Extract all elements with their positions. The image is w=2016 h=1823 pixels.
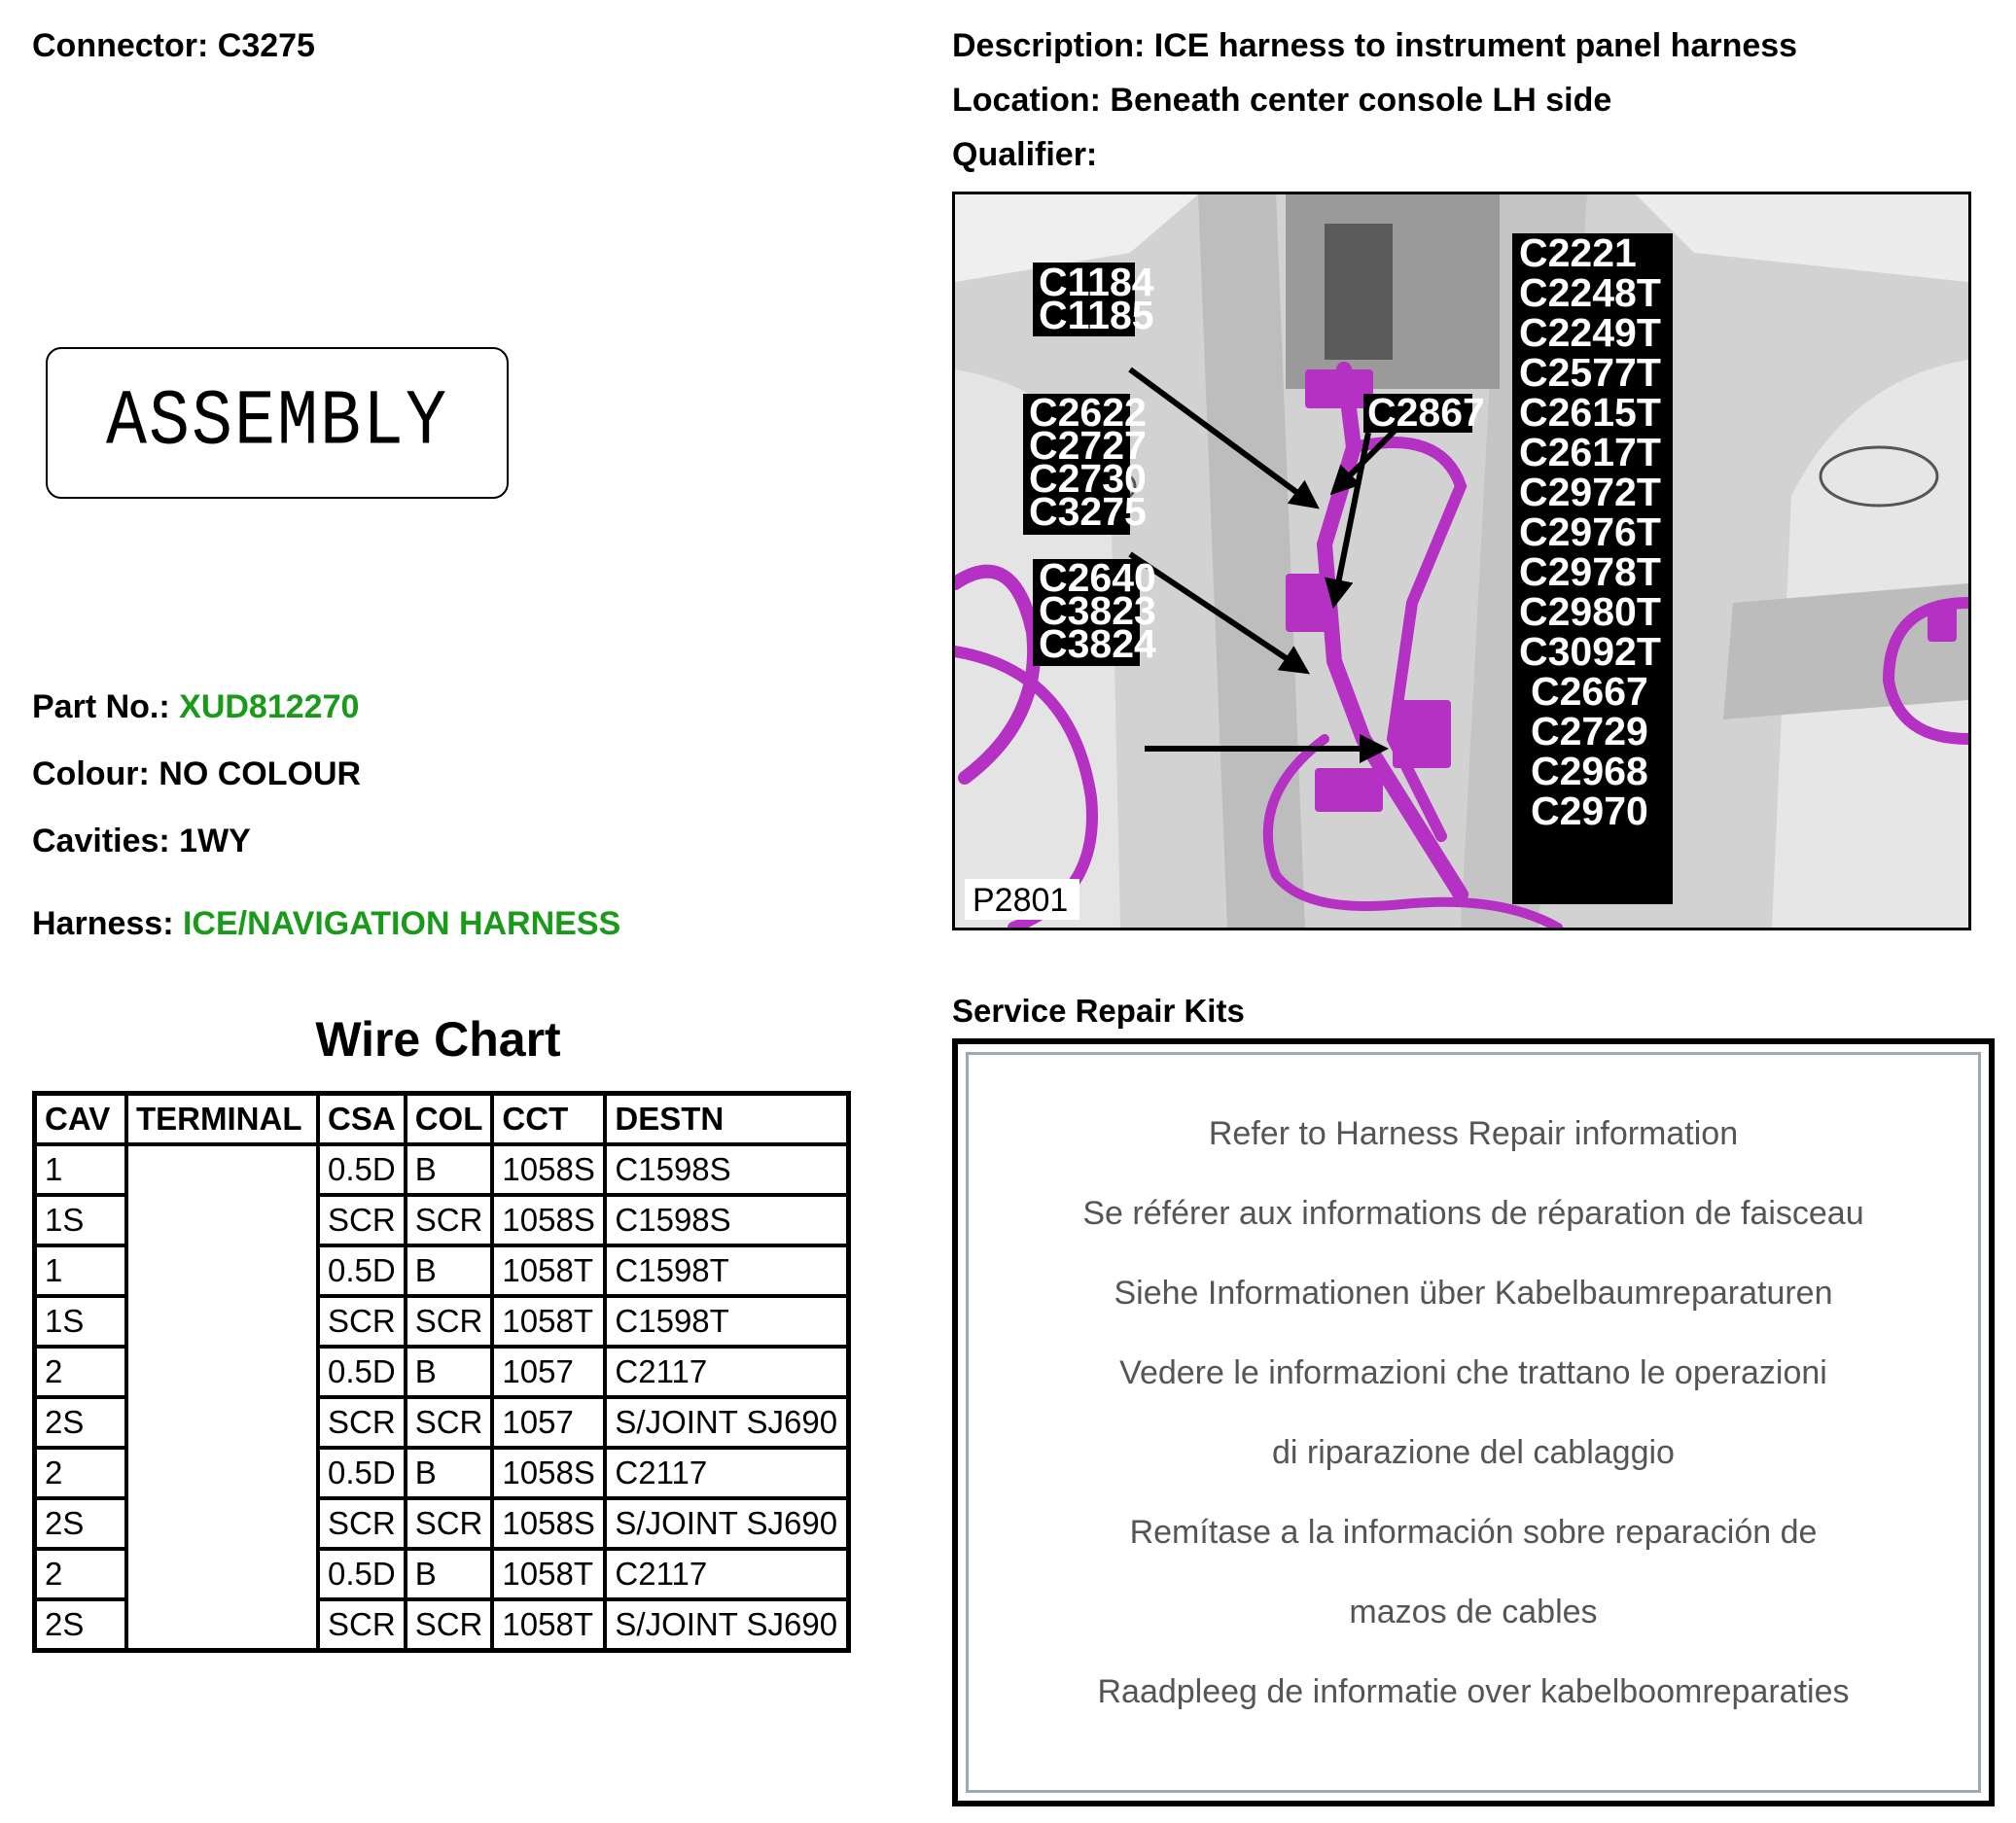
cell-cct: 1057 xyxy=(492,1397,605,1448)
cell-cct: 1058S xyxy=(492,1448,605,1498)
header-col: COL xyxy=(406,1094,493,1145)
cell-terminal xyxy=(126,1599,318,1651)
cell-cav: 2 xyxy=(35,1448,127,1498)
cell-csa: SCR xyxy=(318,1195,406,1245)
header-cct: CCT xyxy=(492,1094,605,1145)
connector-label-right: C2976T xyxy=(1519,509,1661,554)
connector-label-right: C3092T xyxy=(1519,629,1661,674)
part-number xyxy=(32,688,359,726)
table-row xyxy=(35,1448,849,1498)
cell-cct: 1058T xyxy=(492,1599,605,1651)
table-row xyxy=(35,1195,849,1245)
header-terminal: TERMINAL xyxy=(126,1094,318,1145)
cell-destn: C2117 xyxy=(605,1448,849,1498)
harness-label: Harness: xyxy=(32,905,174,942)
cell-col: B xyxy=(406,1347,493,1397)
cell-terminal xyxy=(126,1448,318,1498)
description-label: Description: ICE harness to instrument panel harness xyxy=(952,27,1798,64)
cell-csa: 0.5D xyxy=(318,1347,406,1397)
qualifier-label: Qualifier: xyxy=(952,136,1098,173)
repair-info-line: Remítase a la información sobre reparación de xyxy=(1129,1514,1818,1551)
diagram-ref-label: P2801 xyxy=(973,882,1069,919)
cell-col: SCR xyxy=(406,1498,493,1549)
cell-cav: 2 xyxy=(35,1347,127,1397)
cell-terminal xyxy=(126,1296,318,1347)
cell-cav: 1S xyxy=(35,1195,127,1245)
connector-label-c1184: C1184 xyxy=(1039,260,1154,304)
cell-destn: C1598T xyxy=(605,1245,849,1296)
wire-chart-table xyxy=(32,1091,851,1653)
cell-destn: S/JOINT SJ690 xyxy=(605,1498,849,1549)
cell-cct: 1058S xyxy=(492,1195,605,1245)
cell-cct: 1058T xyxy=(492,1245,605,1296)
wire-chart-title: Wire Chart xyxy=(315,1012,561,1067)
cell-destn: C1598S xyxy=(605,1144,849,1195)
cell-csa: SCR xyxy=(318,1599,406,1651)
cell-col: SCR xyxy=(406,1599,493,1651)
repair-info-line: Raadpleeg de informatie over kabelboomreparaties xyxy=(1097,1673,1850,1710)
repair-info-line: Siehe Informationen über Kabelbaumreparaturen xyxy=(1114,1275,1833,1312)
cell-terminal xyxy=(126,1144,318,1195)
cell-cct: 1058S xyxy=(492,1498,605,1549)
connector-label-right: C2970 xyxy=(1531,789,1648,833)
cell-csa: SCR xyxy=(318,1498,406,1549)
cell-col: SCR xyxy=(406,1195,493,1245)
connector-label: Connector: C3275 xyxy=(32,27,315,64)
cell-csa: SCR xyxy=(318,1397,406,1448)
cell-cct: 1058T xyxy=(492,1296,605,1347)
service-repair-kits-title: Service Repair Kits xyxy=(952,993,1245,1029)
connector-label-right: C2577T xyxy=(1519,350,1661,395)
cell-cav: 2S xyxy=(35,1397,127,1448)
connector-label-right: C2968 xyxy=(1531,749,1648,793)
connector-label-c2867: C2867 xyxy=(1367,390,1485,435)
cell-terminal xyxy=(126,1347,318,1397)
cell-cct: 1058S xyxy=(492,1144,605,1195)
location-label: Location: Beneath center console LH side xyxy=(952,82,1612,119)
cell-cav: 1 xyxy=(35,1245,127,1296)
table-row xyxy=(35,1599,849,1651)
cell-csa: 0.5D xyxy=(318,1245,406,1296)
cell-col: B xyxy=(406,1448,493,1498)
repair-info-line: Vedere le informazioni che trattano le operazioni xyxy=(1119,1354,1827,1391)
connector-label-c3275: C3275 xyxy=(1029,489,1147,534)
assembly-text: ASSEMBLY xyxy=(105,378,449,468)
cell-terminal xyxy=(126,1498,318,1549)
part-number-value[interactable]: XUD812270 xyxy=(179,688,360,725)
connector-label-right: C2248T xyxy=(1519,270,1661,315)
cell-csa: SCR xyxy=(318,1296,406,1347)
cell-destn: S/JOINT SJ690 xyxy=(605,1397,849,1448)
table-row xyxy=(35,1347,849,1397)
repair-info-line: di riparazione del cablaggio xyxy=(1272,1434,1675,1471)
cell-csa: 0.5D xyxy=(318,1448,406,1498)
table-row xyxy=(35,1397,849,1448)
connector-label-c1185: C1185 xyxy=(1039,293,1154,337)
table-row xyxy=(35,1296,849,1347)
connector-label-right: C2221 xyxy=(1519,230,1637,275)
cell-csa: 0.5D xyxy=(318,1549,406,1599)
harness xyxy=(32,905,620,943)
connector-label-right: C2980T xyxy=(1519,589,1661,634)
service-repair-kits-box xyxy=(952,1038,1995,1806)
connector-label-c3824: C3824 xyxy=(1039,621,1156,666)
connector-label-right: C2972T xyxy=(1519,470,1661,514)
repair-info-line: Refer to Harness Repair information xyxy=(1208,1115,1739,1152)
connector-label-c2622: C2622 xyxy=(1029,390,1147,435)
cell-csa: 0.5D xyxy=(318,1144,406,1195)
connector-location-diagram xyxy=(952,192,1971,930)
connector-label-right: C2617T xyxy=(1519,430,1661,474)
connector-label-right: C2729 xyxy=(1531,709,1648,754)
header-csa: CSA xyxy=(318,1094,406,1145)
cell-terminal xyxy=(126,1397,318,1448)
connector-label-c3823: C3823 xyxy=(1039,588,1156,633)
diagram-illustration xyxy=(955,194,1968,928)
cell-cav: 1S xyxy=(35,1296,127,1347)
cell-col: B xyxy=(406,1245,493,1296)
cell-terminal xyxy=(126,1245,318,1296)
service-repair-kits-inner xyxy=(966,1052,1981,1793)
cell-cct: 1057 xyxy=(492,1347,605,1397)
connector-label-c2727: C2727 xyxy=(1029,423,1147,468)
connector-label-c2640: C2640 xyxy=(1039,555,1156,600)
table-row xyxy=(35,1549,849,1599)
cell-cav: 2S xyxy=(35,1498,127,1549)
cell-destn: C2117 xyxy=(605,1347,849,1397)
repair-info-line: mazos de cables xyxy=(1349,1594,1598,1630)
connector-label-right: C2615T xyxy=(1519,390,1661,435)
colour-label: Colour: NO COLOUR xyxy=(32,755,362,792)
connector-label-right: C2978T xyxy=(1519,549,1661,594)
cell-terminal xyxy=(126,1549,318,1599)
header-cav: CAV xyxy=(35,1094,127,1145)
table-header-row xyxy=(35,1094,849,1145)
cell-destn: C2117 xyxy=(605,1549,849,1599)
table-row xyxy=(35,1144,849,1195)
table-row xyxy=(35,1245,849,1296)
cavities-label: Cavities: 1WY xyxy=(32,823,251,859)
header-destn: DESTN xyxy=(605,1094,849,1145)
connector-label-right: C2667 xyxy=(1531,669,1648,714)
cell-cav: 2 xyxy=(35,1549,127,1599)
cell-cav: 2S xyxy=(35,1599,127,1651)
console-bracket-dark xyxy=(1325,224,1393,360)
cell-cav: 1 xyxy=(35,1144,127,1195)
cell-destn: C1598T xyxy=(605,1296,849,1347)
harness-value[interactable]: ICE/NAVIGATION HARNESS xyxy=(182,905,621,942)
cell-col: B xyxy=(406,1549,493,1599)
cell-destn: S/JOINT SJ690 xyxy=(605,1599,849,1651)
cell-col: SCR xyxy=(406,1397,493,1448)
cell-destn: C1598S xyxy=(605,1195,849,1245)
cell-col: SCR xyxy=(406,1296,493,1347)
repair-info-line: Se référer aux informations de réparation de faisceau xyxy=(1082,1195,1864,1232)
part-number-label: Part No.: xyxy=(32,688,170,725)
connector-label-right: C2249T xyxy=(1519,310,1661,355)
cell-terminal xyxy=(126,1195,318,1245)
connector-label-c2730: C2730 xyxy=(1029,456,1147,501)
assembly-badge xyxy=(46,347,509,499)
cell-cct: 1058T xyxy=(492,1549,605,1599)
table-row xyxy=(35,1498,849,1549)
cell-col: B xyxy=(406,1144,493,1195)
